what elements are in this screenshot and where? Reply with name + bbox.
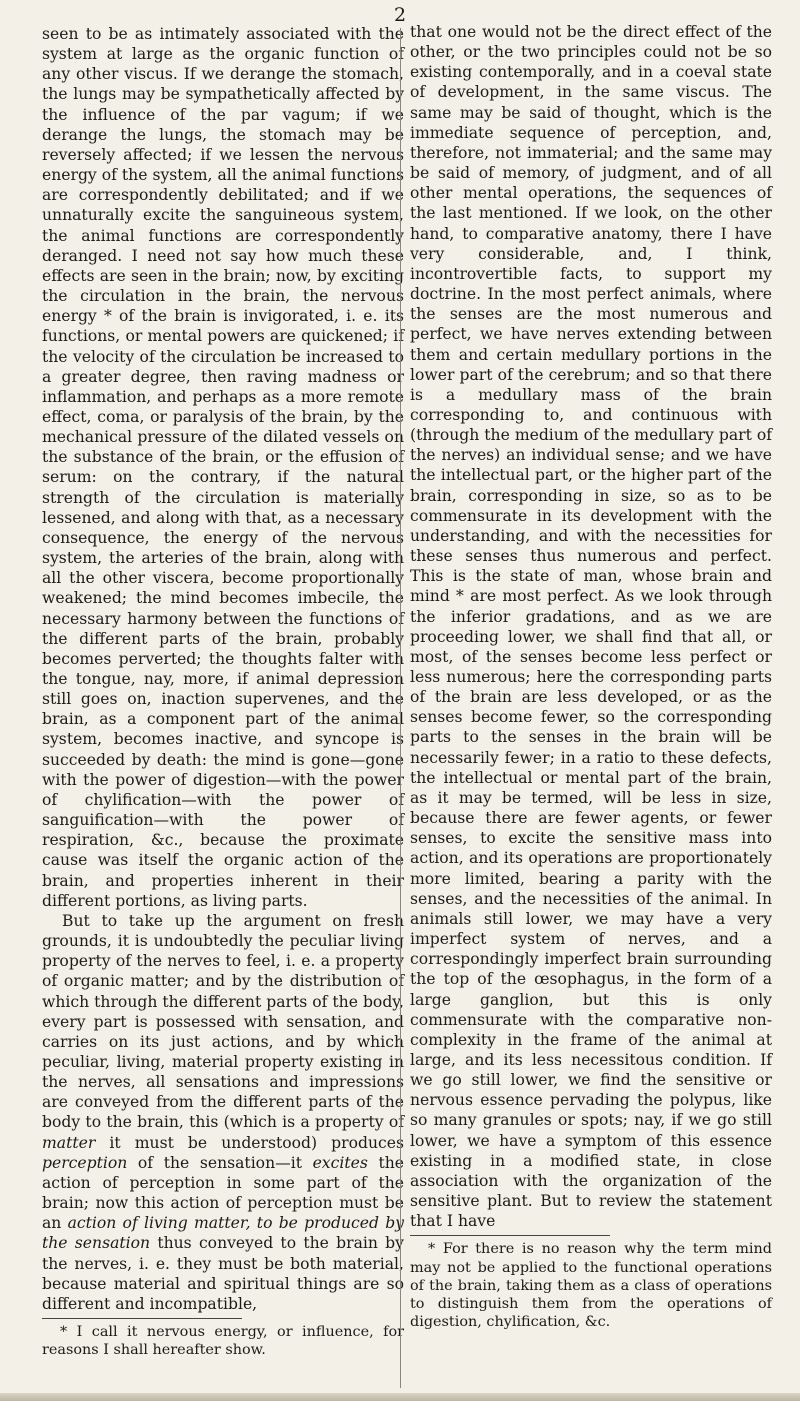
right-footnote: * For there is no reason why the term mind may not be applied to the functional operations of the brain, taking them as a class of operations to distinguish them from the operations of digestion, chylification, &c. bbox=[410, 1241, 772, 1331]
italic-run: excites bbox=[312, 1153, 368, 1172]
italic-run: action of living matter, to be produced by the sensation bbox=[42, 1214, 404, 1253]
text-run: But to take up the argument on fresh grounds, it is undoubtedly the peculiar living property of the nerves to feel, i. e. a property of organic matter; and by the distribution of which through the different parts of the body, every part is possessed with sensation, and carries on its just actions, and by which peculiar, living, material property existing in the nerves, all sensations and impressions are conveyed from the different parts of the body to the brain, this (which is a property of bbox=[42, 911, 404, 1132]
left-second-paragraph bbox=[42, 911, 404, 1314]
text-run: of the sensation—it bbox=[127, 1153, 313, 1172]
text-run: thus conveyed to the brain by the nerves, i. e. they must be both material, because material and spiritual things are so different and incompatible, bbox=[42, 1234, 404, 1313]
text-run: the action of perception in some part of the brain; now this action of perception must be an bbox=[42, 1153, 404, 1233]
left-column bbox=[42, 24, 404, 1359]
italic-run: matter bbox=[42, 1133, 96, 1152]
page-bottom-edge bbox=[0, 1393, 800, 1401]
left-main-paragraph: seen to be as intimately associated with the system at large as the organic function of any other viscus. If we derange the stomach, the lungs may be sympathetically affected by the influence of the par vagum; if we derange the lungs, the stomach may be reversely affected; if we lessen the nervous energy of the system, all the animal functions are correspondently debilitated; and if we unnaturally excite the sanguineous system, the animal functions are correspondently deranged. I need not say how much these effects are seen in the brain; now, by exciting the circulation in the brain, the nervous energy * of the brain is invigorated, i. e. its functions, or mental powers are quickened; if the velocity of the circulation be increased to a greater degree, then raving madness or inflammation, and perhaps as a more remote effect, coma, or paralysis of the brain, by the mechanical pressure of the dilated vessels on the substance of the brain, or the effusion of serum: on the contrary, if the natural strength of the circulation is materially lessened, and along with that, as a necessary consequence, the energy of the nervous system, the arteries of the brain, along with all the other viscera, become proportionally weakened; the mind becomes imbecile, the necessary harmony between the functions of the different parts of the brain, probably becomes perverted; the thoughts falter with the tongue, nay, more, if animal depression still goes on, inaction supervenes, and the brain, as a component part of the animal system, becomes inactive, and syncope is succeeded by death: the mind is gone—gone with the power of digestion—with the power of chylification—with the power of sanguification—with the power of respiration, &c., because the proximate cause was itself the organic action of the brain, and properties inherent in their different portions, as living parts. bbox=[42, 25, 404, 910]
left-footnote: * I call it nervous energy, or influence, for reasons I shall hereafter show. bbox=[42, 1324, 404, 1359]
italic-run: perception bbox=[42, 1153, 128, 1172]
footnote-rule bbox=[410, 1235, 610, 1236]
page-number: 2 bbox=[393, 4, 407, 26]
column-divider bbox=[400, 28, 401, 1388]
right-column bbox=[410, 22, 772, 1331]
right-continuation-paragraph: that one would not be the direct effect of the other, or the two principles could not be so existing contemporally, and in a coeval state of development, in the same viscus. The same may be said of thought, which is the immediate sequence of perception, and, therefore, not immaterial; and the same may be said of memory, of judgment, and of all other mental operations, the sequences of the last mentioned. If we look, on the other hand, to comparative anatomy, there I have very considerable, and, I think, incontrovertible facts, to support my doctrine. In the most perfect animals, where the senses are the most numerous and perfect, we have nerves extending between them and certain medullary portions in the lower part of the cerebrum; and so that there is a medullary mass of the brain corresponding to, and continuous with (through the medium of the medullary part of the nerves) an individual sense; and we have the intellectual part, or the higher part of the brain, corresponding in size, so as to be commensurate in its development with the understanding, and with the necessities for these senses thus numerous and perfect. This is the state of man, whose brain and mind * are most perfect. As we look through the inferior gradations, and as we are proceeding lower, we shall find that all, or most, of the senses become less perfect or less numerous; here the corresponding parts of the brain are less developed, or as the senses become fewer, so the corresponding parts to the senses in the brain will be necessarily fewer; in a ratio to these defects, the intellectual or mental part of the brain, as it may be termed, will be less in size, because there are fewer agents, or fewer senses, to excite the sensitive mass into action, and its operations are proportionately more limited, bearing a parity with the senses, and the necessities of the animal. In animals still lower, we may have a very imperfect system of nerves, and a correspondingly imperfect brain surrounding the top of the œsophagus, in the form of a large ganglion, but this is only commensurate with the comparative non-complexity in the frame of the animal at large, and its less necessitous condition. If we go still lower, we find the sensitive or nervous essence pervading the polypus, like so many granules or spots; nay, if we go still lower, we have a symptom of this essence existing in a modified state, in close association with the organization of the sensitive plant. But to review the statement that I have bbox=[410, 23, 772, 1231]
footnote-rule bbox=[42, 1318, 242, 1319]
text-run: it must be understood) produces bbox=[95, 1133, 404, 1152]
